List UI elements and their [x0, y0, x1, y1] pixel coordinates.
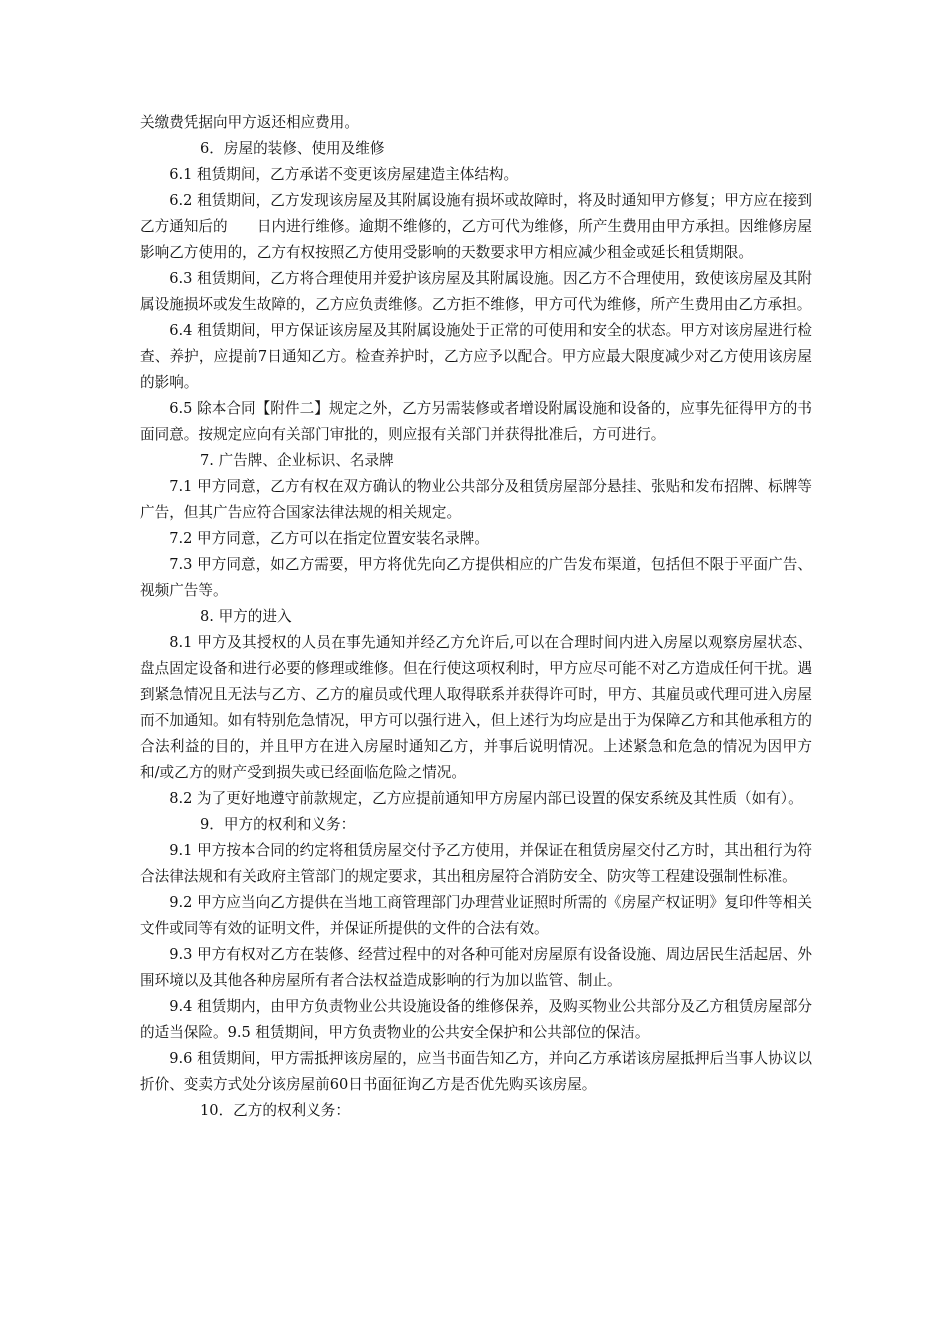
section-heading: 8. 甲方的进入: [200, 608, 292, 625]
section-heading: 7. 广告牌、企业标识、名录牌: [200, 452, 394, 469]
section-heading: 9．甲方的权利和义务：: [200, 816, 356, 833]
paragraph: 6.4 租赁期间，甲方保证该房屋及其附属设施处于正常的可使用和安全的状态。甲方对该房屋进行检查、养护，应提前7日通知乙方。检查养护时，乙方应予以配合。甲方应最大限度减少对乙方使用该房屋的影响。: [140, 322, 812, 391]
paragraph: 7.2 甲方同意，乙方可以在指定位置安装名录牌。: [169, 530, 489, 547]
paragraph: 7.1 甲方同意，乙方有权在双方确认的物业公共部分及租赁房屋部分悬挂、张贴和发布招牌、标牌等广告，但其广告应符合国家法律法规的相关规定。: [140, 478, 812, 521]
paragraph: 6.3 租赁期间，乙方将合理使用并爱护该房屋及其附属设施。因乙方不合理使用，致使该房屋及其附属设施损坏或发生故障的，乙方应负责维修。乙方拒不维修，甲方可代为维修，所产生费用由乙方承担。: [140, 270, 812, 313]
paragraph: 7.3 甲方同意，如乙方需要，甲方将优先向乙方提供相应的广告发布渠道，包括但不限于平面广告、视频广告等。: [140, 556, 812, 599]
paragraph: 关缴费凭据向甲方返还相应费用。: [140, 114, 359, 131]
paragraph: 6.5 除本合同【附件二】规定之外，乙方另需装修或者增设附属设施和设备的，应事先征得甲方的书面同意。按规定应向有关部门审批的，则应报有关部门并获得批准后，方可进行。: [140, 400, 812, 443]
paragraph: 9.4 租赁期内，由甲方负责物业公共设施设备的维修保养，及购买物业公共部分及乙方租赁房屋部分的适当保险。9.5 租赁期间，甲方负责物业的公共安全保护和公共部位的保洁。: [140, 998, 812, 1041]
paragraph: 9.6 租赁期间，甲方需抵押该房屋的，应当书面告知乙方，并向乙方承诺该房屋抵押后当事人协议以折价、变卖方式处分该房屋前60日书面征询乙方是否优先购买该房屋。: [140, 1050, 812, 1093]
paragraph: 8.2 为了更好地遵守前款规定，乙方应提前通知甲方房屋内部已设置的保安系统及其性质（如有）。: [169, 790, 803, 807]
paragraph: 9.1 甲方按本合同的约定将租赁房屋交付予乙方使用，并保证在租赁房屋交付乙方时，其出租行为符合法律法规和有关政府主管部门的规定要求，其出租房屋符合消防安全、防灾等工程建设强制性标准。: [140, 842, 812, 885]
paragraph: 6.2 租赁期间，乙方发现该房屋及其附属设施有损坏或故障时，将及时通知甲方修复；甲方应在接到乙方通知后的 日内进行维修。逾期不维修的，乙方可代为维修，所产生费用由甲方承担。因维修房屋影响乙方使用的，乙方有权按照乙方使用受影响的天数要求甲方相应减少租金或延长租赁期限。: [140, 192, 812, 261]
paragraph: 8.1 甲方及其授权的人员在事先通知并经乙方允许后,可以在合理时间内进入房屋以观察房屋状态、盘点固定设备和进行必要的修理或维修。但在行使这项权利时，甲方应尽可能不对乙方造成任何干扰。遇到紧急情况且无法与乙方、乙方的雇员或代理人取得联系并获得许可时，甲方、其雇员或代理可进入房屋而不加通知。如有特别危急情况，甲方可以强行进入，但上述行为均应是出于为保障乙方和其他承租方的合法利益的目的，并且甲方在进入房屋时通知乙方，并事后说明情况。上述紧急和危急的情况为因甲方和/或乙方的财产受到损失或已经面临危险之情况。: [140, 634, 812, 781]
section-heading: 10．乙方的权利义务：: [200, 1102, 350, 1119]
document-body: [140, 110, 812, 1124]
paragraph: 6.1 租赁期间，乙方承诺不变更该房屋建造主体结构。: [169, 166, 519, 183]
section-heading: 6．房屋的装修、使用及维修: [200, 140, 385, 157]
paragraph: 9.2 甲方应当向乙方提供在当地工商管理部门办理营业证照时所需的《房屋产权证明》复印件等相关文件或同等有效的证明文件，并保证所提供的文件的合法有效。: [140, 894, 812, 937]
paragraph: 9.3 甲方有权对乙方在装修、经营过程中的对各种可能对房屋原有设备设施、周边居民生活起居、外围环境以及其他各种房屋所有者合法权益造成影响的行为加以监管、制止。: [140, 946, 812, 989]
